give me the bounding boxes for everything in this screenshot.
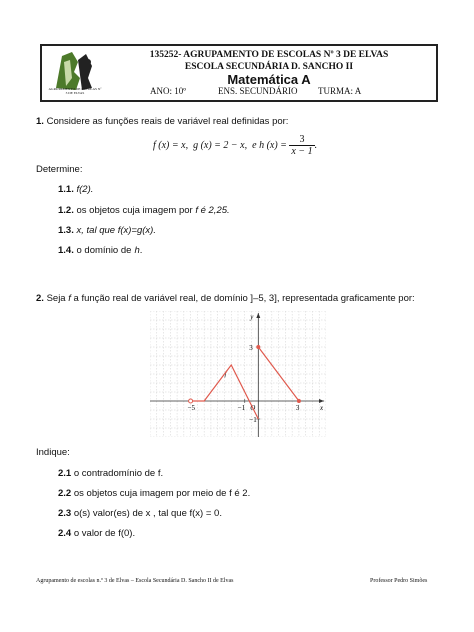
x-axis-arrow	[319, 399, 324, 403]
q1-item-1	[58, 184, 93, 195]
x-tick-label: −5	[187, 404, 196, 412]
closed-endpoint	[297, 399, 301, 403]
q2-item-4	[58, 528, 135, 539]
q1-f-def: f (x) = x,	[153, 139, 189, 151]
origin-label: O	[250, 404, 256, 412]
q1-item-3-number: 1.3.	[58, 225, 74, 236]
q2-item-3-text: o(s) valor(es) de x , tal que f(x) = 0.	[73, 508, 222, 519]
q1-item-1-text: f(2).	[76, 184, 94, 195]
q1-g-def: g (x) = 2 − x,	[193, 139, 248, 151]
open-endpoint	[189, 399, 193, 403]
y-axis-arrow	[256, 313, 260, 318]
q2-item-4-number: 2.4	[58, 528, 72, 539]
q2-item-3	[58, 508, 222, 519]
q1-h-numerator: 3	[289, 134, 314, 146]
q1-item-4-text: o domínio de	[76, 245, 132, 256]
q2-item-1-text: o contradomínio de f.	[73, 468, 164, 479]
x-tick-label: 3	[295, 404, 300, 412]
y-tick-label: 3	[249, 344, 253, 352]
q2-statement	[36, 293, 415, 304]
q1-item-4	[58, 245, 142, 256]
header-school-name: ESCOLA SECUNDÁRIA D. SANCHO II	[184, 62, 354, 72]
q2-number: 2.	[36, 293, 44, 304]
header-school-group: 135252- AGRUPAMENTO DE ESCOLAS Nº 3 DE ELVAS	[149, 50, 389, 60]
q2-text-b: a função real de variável real, de domínio ]–5, 3], representada graficamente por:	[73, 293, 415, 304]
q1-item-2	[58, 205, 230, 216]
q2-var: f	[68, 293, 71, 304]
footer-right: Professor Pedro Simões	[370, 578, 428, 584]
header-year: ANO: 10º	[150, 86, 187, 96]
q1-h-end: .	[314, 139, 318, 151]
header-level: ENS. SECUNDÁRIO	[218, 86, 298, 96]
header-subject: Matemática A	[227, 72, 311, 87]
x-tick-label: −1	[237, 404, 246, 412]
q1-item-2-number: 1.2.	[58, 205, 74, 216]
logo-text: AGRUPAMENTO DE ESCOLAS Nº 3 DE ELVAS	[48, 87, 102, 95]
q1-item-2-text2: é 2,25.	[200, 205, 230, 216]
q1-item-2-text: os objetos cuja imagem por	[76, 205, 193, 216]
q1-item-1-number: 1.1.	[58, 184, 74, 195]
q1-h-denominator: x − 1	[291, 146, 313, 157]
header-class: TURMA: A	[318, 86, 362, 96]
closed-endpoint	[256, 345, 260, 349]
q2-text-a: Seja	[46, 293, 66, 304]
q1-text: Considere as funções reais de variável real definidas por:	[46, 116, 289, 127]
q1-item-4-number: 1.4.	[58, 245, 74, 256]
q2-item-1	[58, 468, 163, 479]
q2-item-2-text: os objetos cuja imagem por meio de f é 2.	[73, 488, 251, 499]
q2-item-3-number: 2.3	[58, 508, 72, 519]
q1-statement	[36, 116, 288, 127]
q2-item-2-number: 2.2	[58, 488, 72, 499]
curve-label: f	[224, 369, 227, 378]
q1-item-3-text: x, tal que f(x)=g(x).	[76, 225, 156, 236]
q1-item-4-text2: .	[139, 245, 143, 256]
q1-item-4-var: h	[134, 245, 140, 256]
y-tick-label: −1	[249, 416, 257, 424]
q1-function-definitions	[153, 134, 317, 157]
q1-item-2-var: f	[195, 205, 198, 216]
q2-item-1-number: 2.1	[58, 468, 72, 479]
q2-item-4-text: o valor de f(0).	[73, 528, 136, 539]
y-axis-label: y	[250, 313, 254, 321]
q1-h-prefix: e h (x) =	[252, 139, 287, 151]
q1-determine: Determine:	[36, 164, 83, 175]
q1-item-3	[58, 225, 156, 236]
q1-number: 1.	[36, 116, 44, 127]
q2-indique: Indique:	[36, 447, 70, 458]
q1-h-fraction	[289, 134, 314, 157]
q2-item-2	[58, 488, 250, 499]
x-axis-label: x	[320, 404, 324, 412]
footer-left: Agrupamento de escolas n.º 3 de Elvas – Escola Secundária D. Sancho II de Elvas	[36, 578, 234, 584]
function-graph	[150, 311, 326, 437]
